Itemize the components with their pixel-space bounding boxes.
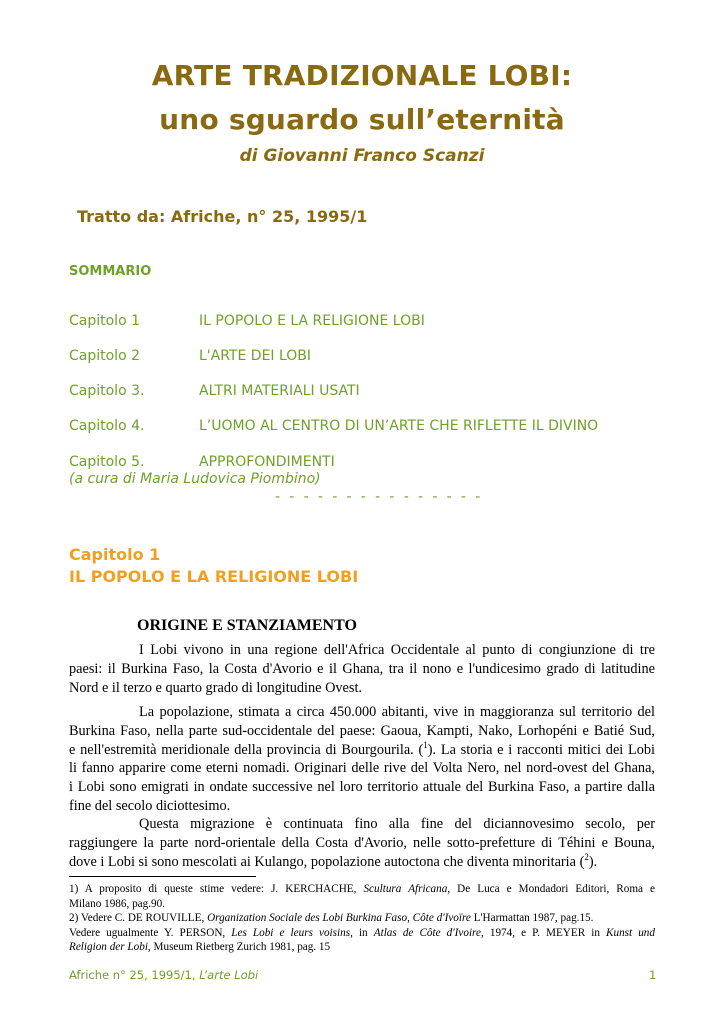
summary-separator: - - - - - - - - - - - - - - - — [275, 489, 483, 505]
chapter-number: Capitolo 1 — [69, 545, 161, 564]
footnote-2 — [69, 911, 655, 955]
paragraph-line — [69, 853, 655, 872]
paragraph-line: fine del secolo diciottesimo. — [69, 797, 231, 814]
paragraph-line: i Lobi sono emigrati in ondate successive nel loro territorio attuale del Burkina Faso, a partire dalla — [69, 779, 655, 796]
footnote-text: 1) A proposito di queste stime vedere: J. KERCHACHE, — [69, 883, 364, 895]
paragraph-line: Burkina Faso, nella parte sud-occidentale del paese: Gaoua, Kampti, Nako, Lorhopéni e Batié Sud, — [69, 722, 655, 739]
document-source: Tratto da: Afriche, n° 25, 1995/1 — [77, 207, 368, 226]
page-footer-source — [69, 968, 258, 982]
paragraph-text: ). — [588, 853, 598, 870]
footnote-text: in — [352, 926, 374, 939]
footnote-text: Scultura Africana, — [363, 883, 451, 895]
chapter-title: IL POPOLO E LA RELIGIONE LOBI — [69, 567, 359, 586]
toc-item-number: Capitolo 4. — [69, 418, 145, 434]
paragraph-line — [69, 741, 655, 760]
paragraph-line: paesi: il Burkina Faso, la Costa d'Avorio e il Ghana, tra il nono e l'undicesimo grado di latitudine — [69, 660, 655, 677]
paragraph-text: ). La storia e i racconti mitici dei Lobi — [427, 741, 656, 758]
footnote-text: Atlas de Côte d'Ivoire — [373, 926, 481, 939]
paragraph-line: raggiungere la parte nord-orientale della Costa d'Avorio, nelle sotto-prefetture di Téhini e Bouna, — [69, 834, 655, 851]
footnote-text: Les Lobi e leurs voisins, — [231, 926, 353, 939]
toc-item-title: IL POPOLO E LA RELIGIONE LOBI — [199, 313, 425, 329]
footnote-line — [69, 940, 655, 955]
toc-item-number: Capitolo 2 — [69, 348, 140, 364]
paragraph-text: e nell'estremità meridionale della provincia di Bourgourila. ( — [69, 741, 424, 758]
toc-item-title: L'ARTE DEI LOBI — [199, 348, 312, 364]
footnote-1 — [69, 882, 655, 911]
paragraph-text: dove i Lobi si sono mescolati ai Kulango, popolazione autoctona che diventa minoritaria ( — [69, 853, 585, 870]
footer-text-italic: L’arte Lobi — [199, 968, 259, 982]
footnote-text: L'Harmattan 1987, pag.15. — [470, 912, 594, 924]
footnote-text: De Luca e Mondadori Editori, Roma e — [450, 883, 655, 895]
toc-item-number: Capitolo 1 — [69, 313, 140, 329]
footnote-text: Religion der Lobi, — [69, 941, 151, 954]
footnote-text: Museum Rietberg Zurich 1981, pag. 15 — [150, 941, 331, 954]
paragraph-line: li fanno apparire come eterni nomadi. Originari delle rive del Volta Nero, nel nord-ovest del Ghana, — [69, 760, 655, 777]
footer-text: Afriche n° 25, 1995/1, — [69, 968, 200, 982]
paragraph-line: Questa migrazione è continuata fino alla fine del diciannovesimo secolo, per — [139, 816, 655, 832]
footnote-line — [69, 911, 655, 926]
document-author: di Giovanni Franco Scanzi — [239, 146, 485, 166]
footnote-text: Vedere ugualmente Y. PERSON, — [69, 926, 232, 939]
document-title-line1: ARTE TRADIZIONALE LOBI: — [151, 59, 573, 92]
footnote-text: Kunst und — [606, 926, 655, 939]
footnote-line — [69, 882, 655, 897]
section-title: ORIGINE E STANZIAMENTO — [137, 617, 357, 634]
toc-item-number: Capitolo 3. — [69, 383, 145, 399]
footnote-ref-1[interactable]: 1 — [423, 739, 428, 750]
paragraph-line: Nord e il terzo e quarto grado di longitudine Ovest. — [69, 679, 363, 696]
paragraph-2 — [69, 703, 655, 816]
toc-item-title: L’UOMO AL CENTRO DI UN’ARTE CHE RIFLETTE IL DIVINO — [199, 418, 599, 434]
summary-heading: SOMMARIO — [69, 264, 152, 279]
footnote-divider — [69, 876, 256, 877]
toc-item-title: ALTRI MATERIALI USATI — [199, 383, 360, 399]
footnote-line — [69, 926, 655, 941]
paragraph-line: I Lobi vivono in una regione dell'Africa Occidentale al punto di congiunzione di tre — [139, 642, 655, 658]
summary-curator: (a cura di Maria Ludovica Piombino) — [69, 471, 321, 487]
paragraph-line: La popolazione, stimata a circa 450.000 abitanti, vive in maggioranza sul territorio del — [139, 704, 655, 720]
document-title-line2: uno sguardo sull’eternità — [159, 103, 565, 136]
paragraph-1 — [69, 641, 655, 697]
paragraph-3 — [69, 815, 655, 871]
footnote-ref-2[interactable]: 2 — [584, 851, 589, 862]
footnote-line: Milano 1986, pag.90. — [69, 897, 166, 910]
toc-item-number: Capitolo 5. — [69, 454, 145, 470]
footnote-text: 2) Vedere C. DE ROUVILLE, — [69, 912, 208, 924]
toc-item-title: APPROFONDIMENTI — [199, 454, 335, 470]
footnote-text: Organization Sociale des Lobi Burkina Faso, Côte d'Ivoïre — [207, 912, 471, 924]
footnote-text: , 1974, e P. MEYER in — [480, 926, 607, 939]
page-number: 1 — [649, 968, 657, 982]
